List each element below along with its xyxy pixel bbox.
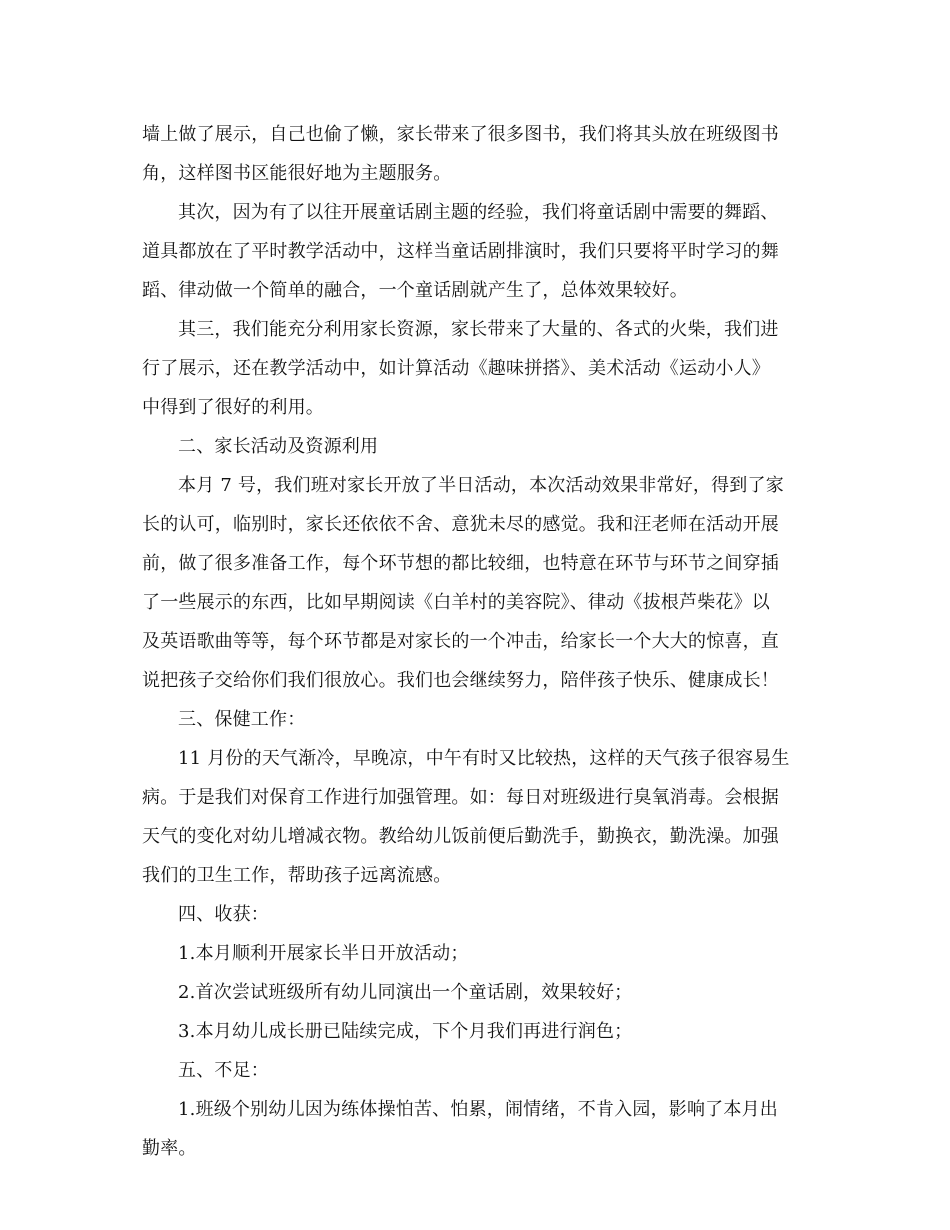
text-line: 角，这样图书区能很好地为主题服务。	[142, 163, 452, 184]
text-line: 病。于是我们对保育工作进行加强管理。如：每日对班级进行臭氧消毒。会根据	[142, 787, 779, 808]
text-line: 本月 7 号，我们班对家长开放了半日活动，本次活动效果非常好，得到了家	[178, 475, 784, 496]
text-line: 及英语歌曲等等，每个环节都是对家长的一个冲击，给家长一个大大的惊喜，直	[142, 631, 779, 652]
text-line: 前，做了很多准备工作，每个环节想的都比较细，也特意在环节与环节之间穿插	[142, 553, 779, 574]
paragraph	[142, 700, 806, 739]
paragraph	[142, 466, 806, 700]
text-line: 勤率。	[142, 1138, 197, 1159]
text-line: 中得到了很好的利用。	[142, 397, 324, 418]
text-line: 三、保健工作：	[178, 709, 306, 730]
text-line: 道具都放在了平时教学活动中，这样当童话剧排演时，我们只要将平时学习的舞	[142, 241, 779, 262]
paragraph	[142, 310, 806, 427]
paragraph	[142, 115, 806, 193]
text-line: 我们的卫生工作，帮助孩子远离流感。	[142, 865, 452, 886]
paragraph	[142, 193, 806, 310]
paragraph	[142, 1090, 806, 1168]
text-line: 1.班级个别幼儿因为练体操怕苦、怕累，闹情绪，不肯入园，影响了本月出	[178, 1099, 778, 1120]
text-line: 其三，我们能充分利用家长资源，家长带来了大量的、各式的火柴，我们进	[178, 319, 779, 340]
text-line: 11 月份的天气渐冷，早晚凉，中午有时又比较热，这样的天气孩子很容易生	[178, 748, 790, 769]
paragraph	[142, 973, 806, 1012]
paragraph	[142, 739, 806, 895]
text-line: 长的认可，临别时，家长还依依不舍、意犹未尽的感觉。我和汪老师在活动开展	[142, 514, 779, 535]
paragraph	[142, 427, 806, 466]
document-body	[142, 115, 806, 1168]
text-line: 说把孩子交给你们我们很放心。我们也会继续努力，陪伴孩子快乐、健康成长！	[142, 670, 779, 691]
text-line: 二、家长活动及资源利用	[178, 436, 379, 457]
paragraph	[142, 1012, 806, 1051]
text-line: 行了展示，还在教学活动中，如计算活动《趣味拼搭》、美术活动《运动小人》	[142, 358, 770, 379]
paragraph	[142, 934, 806, 973]
text-line: 其次，因为有了以往开展童话剧主题的经验，我们将童话剧中需要的舞蹈、	[178, 202, 779, 223]
text-line: 天气的变化对幼儿增减衣物。教给幼儿饭前便后勤洗手，勤换衣，勤洗澡。加强	[142, 826, 779, 847]
text-line: 墙上做了展示，自己也偷了懒，家长带来了很多图书，我们将其头放在班级图书	[142, 124, 779, 145]
text-line: 1.本月顺利开展家长半日开放活动；	[178, 943, 469, 964]
paragraph	[142, 895, 806, 934]
text-line: 了一些展示的东西，比如早期阅读《白羊村的美容院》、律动《拔根芦柴花》以	[142, 592, 770, 613]
text-line: 四、收获：	[178, 904, 269, 925]
text-line: 3.本月幼儿成长册已陆续完成，下个月我们再进行润色；	[178, 1021, 633, 1042]
text-line: 2.首次尝试班级所有幼儿同演出一个童话剧，效果较好；	[178, 982, 633, 1003]
paragraph	[142, 1051, 806, 1090]
text-line: 蹈、律动做一个简单的融合，一个童话剧就产生了，总体效果较好。	[142, 280, 688, 301]
text-line: 五、不足：	[178, 1060, 269, 1081]
